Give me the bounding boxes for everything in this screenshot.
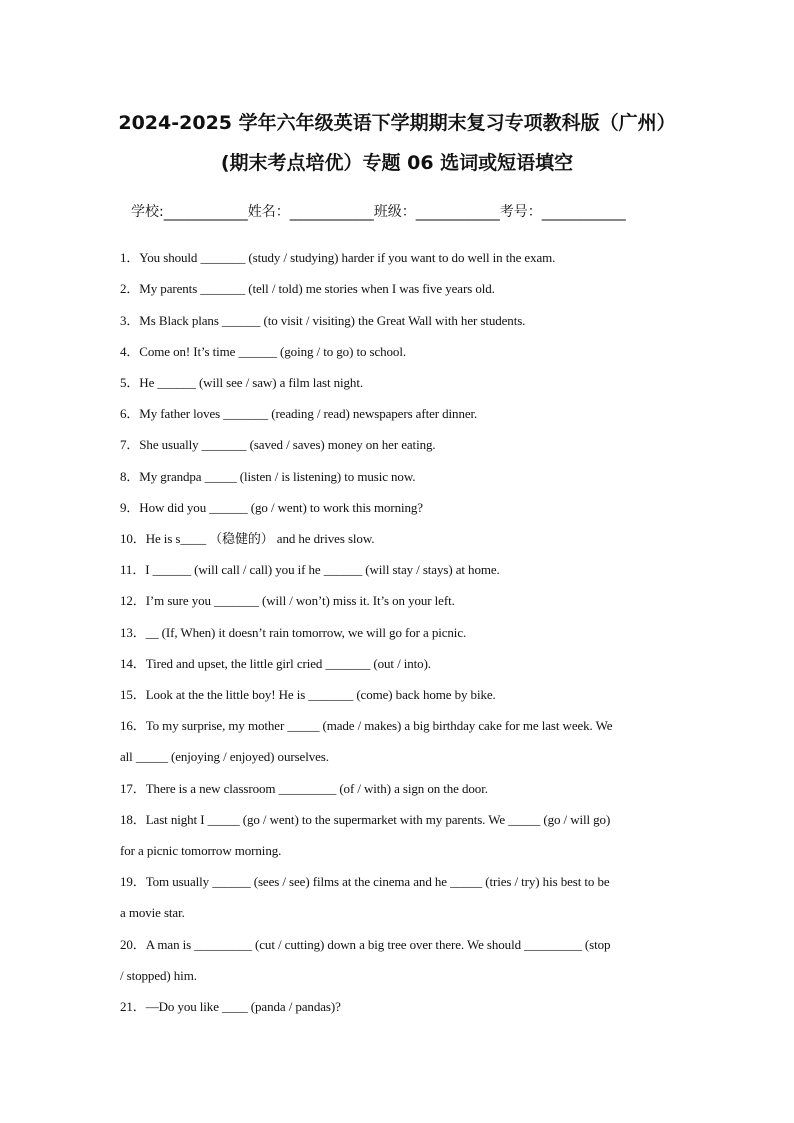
question-line: 7．She usually _______ (saved / saves) money on her eating.: [120, 437, 436, 452]
question-line: 2．My parents _______ (tell / told) me stories when I was five years old.: [120, 281, 495, 296]
exam-number-label: 考号：: [499, 204, 542, 220]
page-subtitle: (期末考点培优）专题 06 选词或短语填空: [220, 152, 574, 174]
question-line-continued: all _____ (enjoying / enjoyed) ourselves.: [120, 749, 329, 764]
question-line: 12．I’m sure you _______ (will / won’t) miss it. It’s on your left.: [120, 593, 455, 608]
question-line: 10．He is s____ （稳健的） and he drives slow.: [120, 531, 375, 546]
name-label: 姓名：: [247, 204, 290, 220]
question-line: 8．My grandpa _____ (listen / is listening) to music now.: [120, 469, 416, 484]
question-line: 21．—Do you like ____ (panda / pandas)?: [120, 999, 341, 1014]
question-line: 20．A man is _________ (cut / cutting) down a big tree over there. We should _________ (stop: [120, 937, 611, 952]
question-line: 13．__ (If, When) it doesn’t rain tomorrow, we will go for a picnic.: [120, 625, 467, 640]
question-line: 15．Look at the the little boy! He is _______ (come) back home by bike.: [120, 687, 496, 702]
question-line: 16．To my surprise, my mother _____ (made / makes) a big birthday cake for me last week. We: [120, 718, 613, 733]
question-line: 14．Tired and upset, the little girl cried _______ (out / into).: [120, 656, 431, 671]
question-line: 11．I ______ (will call / call) you if he ______ (will stay / stays) at home.: [120, 562, 500, 577]
name-blank[interactable]: ____________: [289, 205, 374, 221]
class-label: 班级：: [373, 204, 416, 220]
question-line: 1．You should _______ (study / studying) harder if you want to do well in the exam.: [120, 250, 556, 265]
school-blank[interactable]: ____________: [163, 205, 248, 221]
question-line: 19．Tom usually ______ (sees / see) films at the cinema and he _____ (tries / try) his best to be: [120, 874, 610, 889]
question-line-continued: / stopped) him.: [120, 968, 197, 983]
question-line-continued: for a picnic tomorrow morning.: [120, 843, 282, 858]
question-line: 9．How did you ______ (go / went) to work this morning?: [120, 500, 423, 515]
question-line: 4．Come on! It’s time ______ (going / to go) to school.: [120, 344, 406, 359]
question-line: 17．There is a new classroom _________ (of / with) a sign on the door.: [120, 781, 488, 796]
page-title: 2024-2025 学年六年级英语下学期期末复习专项教科版（广州）: [118, 112, 676, 134]
student-info-row: [131, 201, 626, 221]
class-blank[interactable]: ____________: [415, 205, 500, 221]
exam-number-blank[interactable]: ____________: [541, 205, 626, 221]
question-line: 5．He ______ (will see / saw) a film last night.: [120, 375, 363, 390]
question-line: 3．Ms Black plans ______ (to visit / visiting) the Great Wall with her students.: [120, 313, 526, 328]
question-line: 18．Last night I _____ (go / went) to the supermarket with my parents. We _____ (go / will go): [120, 812, 611, 827]
question-line-continued: a movie star.: [120, 905, 185, 920]
school-label: 学校:: [131, 204, 164, 220]
question-line: 6．My father loves _______ (reading / read) newspapers after dinner.: [120, 406, 478, 421]
